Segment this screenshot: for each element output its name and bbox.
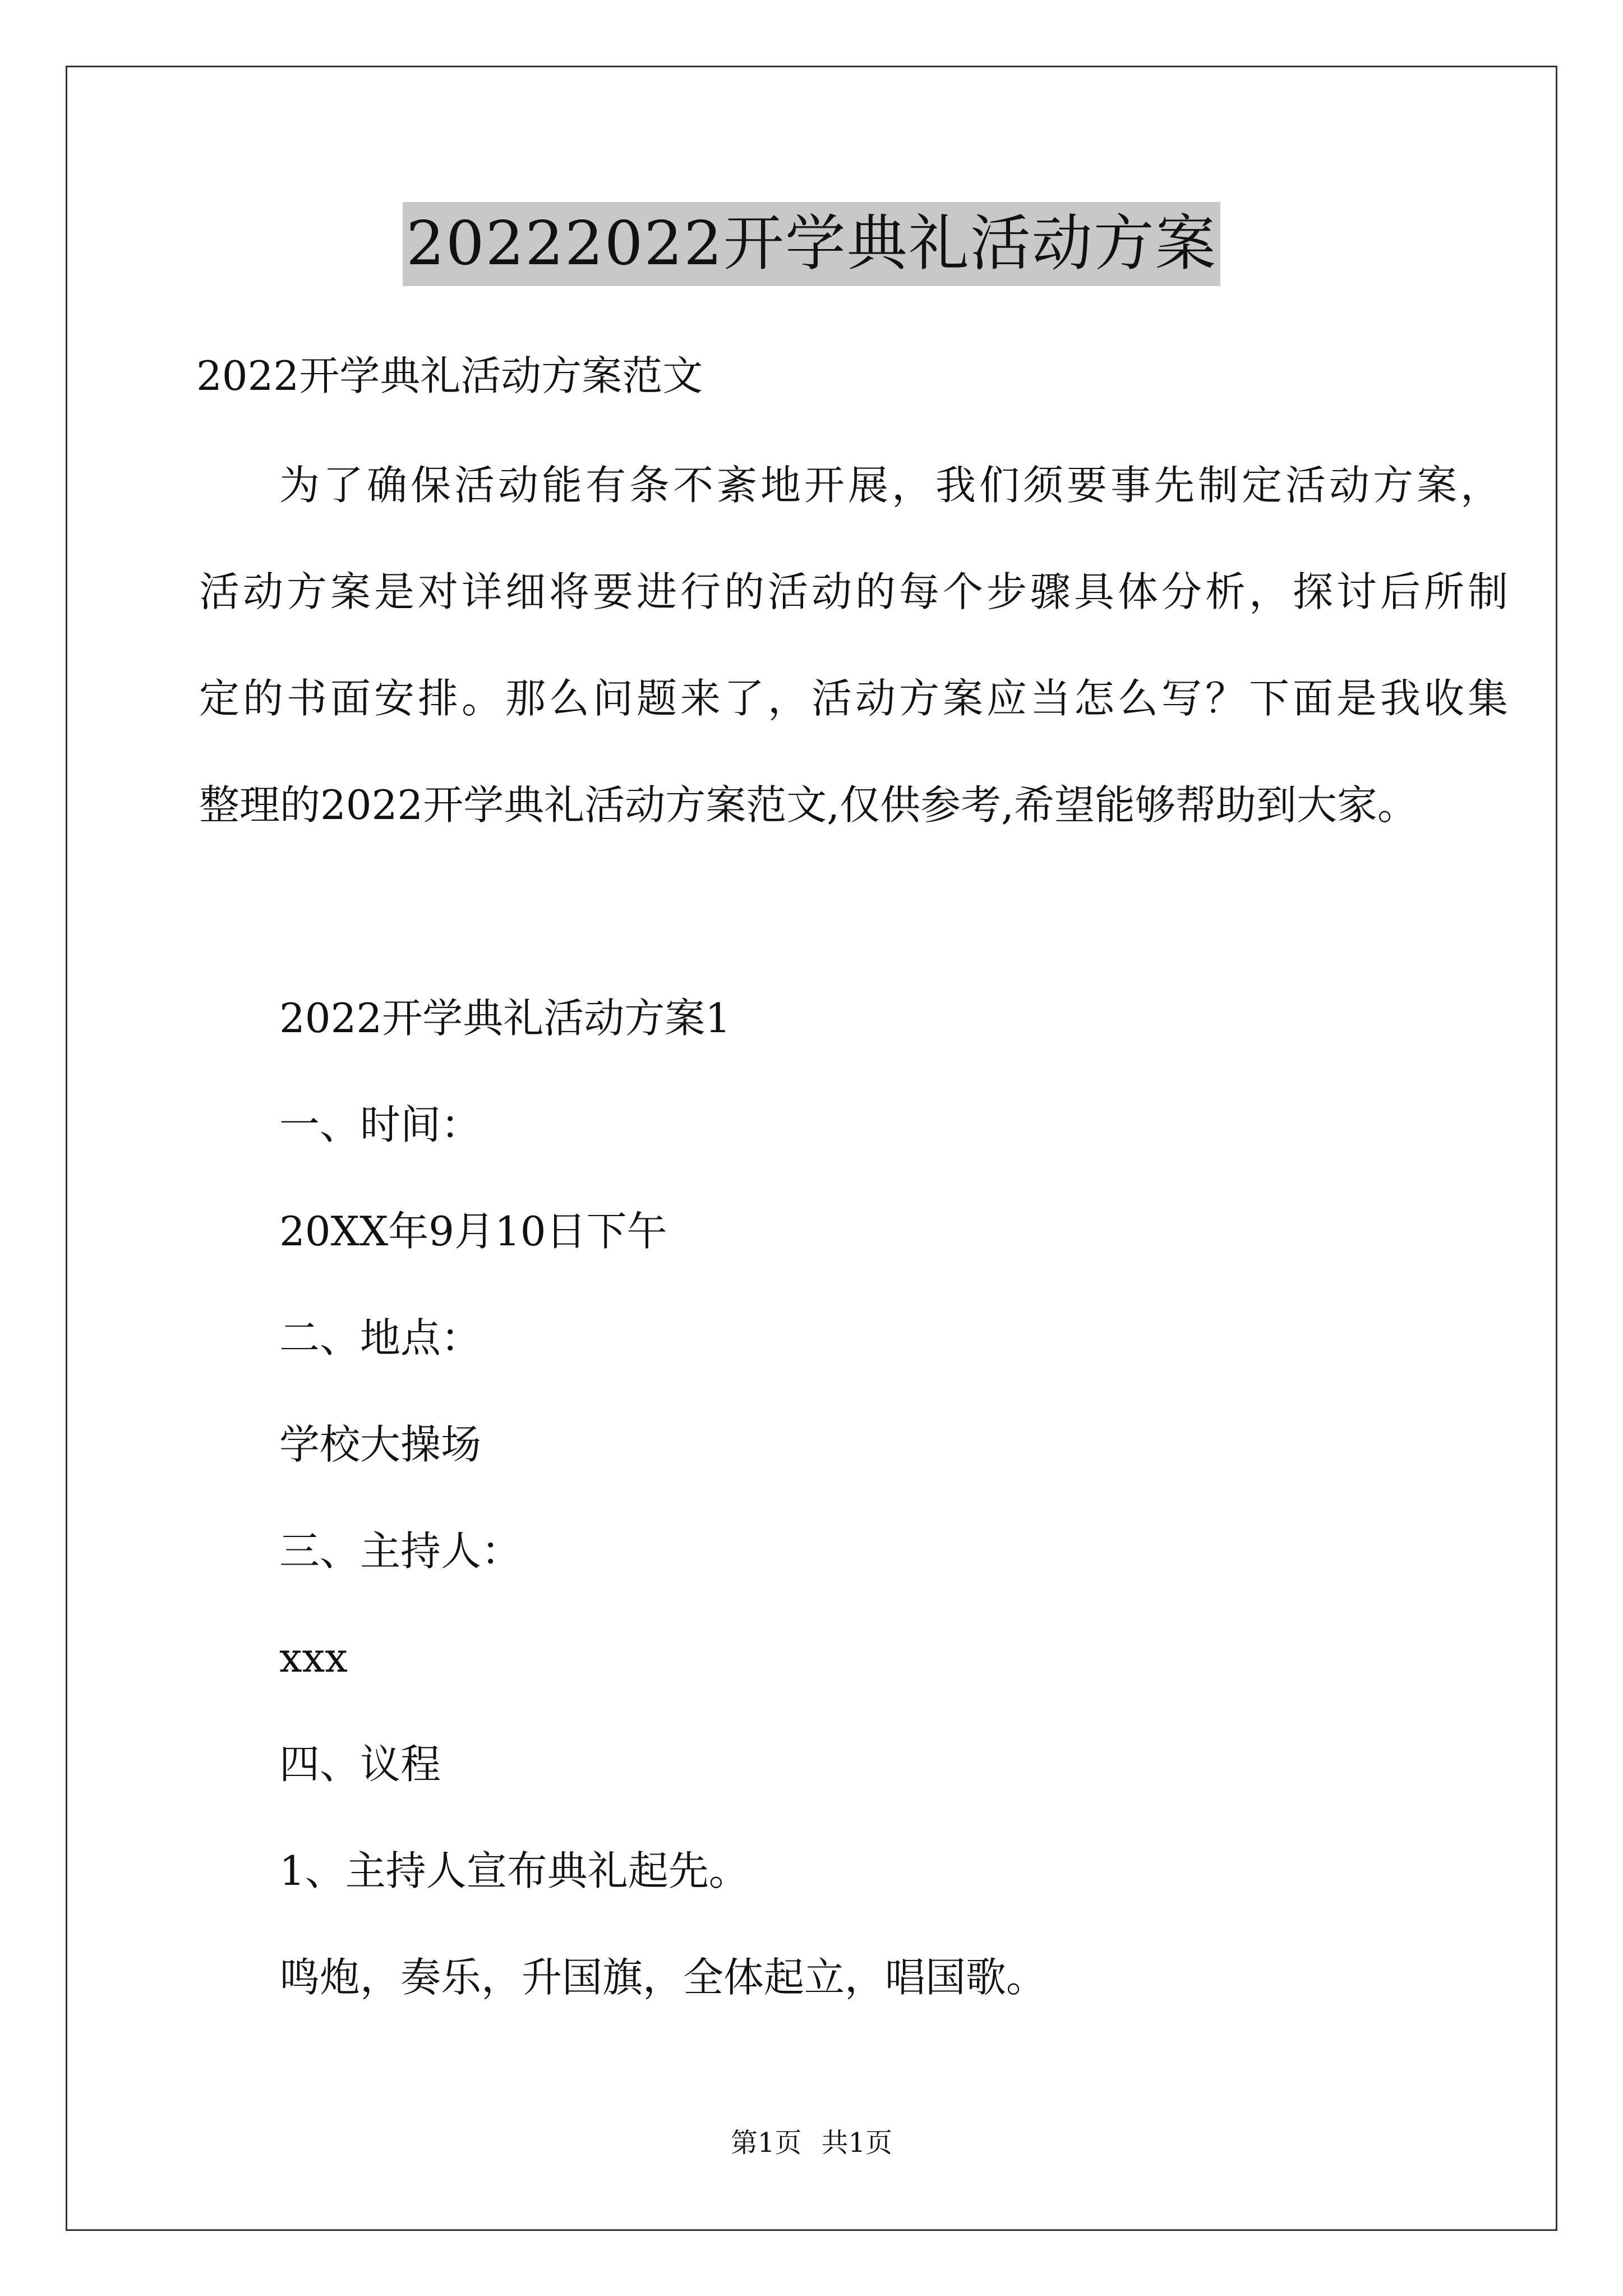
document-subtitle: 2022开学典礼活动方案范文: [196, 352, 703, 399]
intro-line-1: 为了确保活动能有条不紊地开展，我们须要事先制定活动方案，: [279, 462, 1505, 509]
list-item: 三、主持人：: [279, 1527, 522, 1575]
list-item: 1、主持人宣布典礼起先。: [279, 1847, 749, 1894]
list-item: 四、议程: [279, 1741, 441, 1788]
page-number: 第1页: [730, 2127, 802, 2159]
list-item: 20XX年9月10日下午: [279, 1208, 667, 1255]
list-item: 二、地点：: [279, 1314, 482, 1361]
section-heading: 2022开学典礼活动方案1: [279, 995, 731, 1042]
list-item: xxx: [279, 1634, 348, 1681]
title-container: [0, 202, 1623, 286]
list-item: 学校大操场: [279, 1421, 482, 1468]
page-total: 共1页: [821, 2127, 893, 2159]
intro-line-4: 整理的2022开学典礼活动方案范文,仅供参考,希望能够帮助到大家。: [199, 781, 1418, 829]
document-title: 20222022开学典礼活动方案: [403, 202, 1220, 286]
page-footer: [0, 2126, 1623, 2160]
list-item: 鸣炮，奏乐，升国旗，全体起立，唱国歌。: [279, 1954, 1047, 2001]
list-item: 一、时间：: [279, 1101, 482, 1148]
intro-line-3: 定的书面安排。那么问题来了，活动方案应当怎么写？下面是我收集: [199, 675, 1512, 722]
intro-line-2: 活动方案是对详细将要进行的活动的每个步骤具体分析，探讨后所制: [199, 568, 1512, 615]
